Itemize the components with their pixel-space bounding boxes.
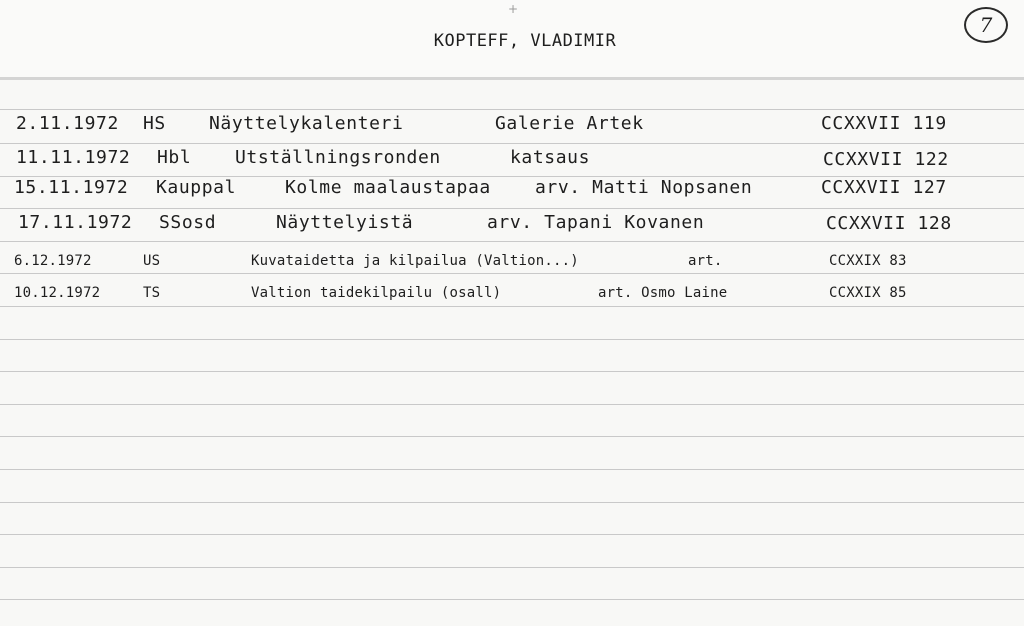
entry-date: 17.11.1972	[18, 212, 133, 233]
entry-date: 15.11.1972	[14, 177, 129, 198]
ruled-line	[0, 469, 1024, 470]
entry-note: arv. Matti Nopsanen	[535, 177, 753, 198]
ruled-line	[0, 306, 1024, 307]
ruled-line	[0, 599, 1024, 600]
ruled-line	[0, 339, 1024, 340]
entry-date: 6.12.1972	[14, 253, 92, 269]
entry-ref: CCXXIX 85	[829, 285, 907, 301]
ruled-line	[0, 371, 1024, 372]
entry-source: HS	[143, 113, 166, 134]
ruled-line	[0, 208, 1024, 209]
entry-title: Näyttelykalenteri	[209, 113, 404, 134]
entry-ref: CCXXVII 127	[821, 177, 947, 198]
entry-ref: CCXXVII 122	[823, 149, 949, 170]
entry-source: TS	[143, 285, 161, 301]
ruled-line	[0, 502, 1024, 503]
entry-note: art.	[688, 253, 723, 269]
ruled-line	[0, 567, 1024, 568]
entry-title: Valtion taidekilpailu (osall)	[251, 285, 502, 301]
card-number-circle: 7	[964, 7, 1008, 43]
ruled-line	[0, 241, 1024, 242]
entry-source: SSosd	[159, 212, 217, 233]
ruled-line	[0, 534, 1024, 535]
ruled-line	[0, 436, 1024, 437]
entry-ref: CCXXVII 119	[821, 113, 947, 134]
entry-title: Utställningsronden	[235, 147, 441, 168]
entry-date: 2.11.1972	[16, 113, 119, 134]
entry-ref: CCXXVII 128	[826, 213, 952, 234]
ruled-line	[0, 109, 1024, 110]
entry-source: Hbl	[157, 147, 192, 168]
header-divider	[0, 77, 1024, 80]
ruled-line	[0, 404, 1024, 405]
entry-title: Kuvataidetta ja kilpailua (Valtion...)	[251, 253, 579, 269]
ruled-line	[0, 143, 1024, 144]
card-title: KOPTEFF, VLADIMIR	[433, 31, 617, 51]
entry-note: arv. Tapani Kovanen	[487, 212, 705, 233]
entry-title: Näyttelyistä	[276, 212, 414, 233]
entry-note: art. Osmo Laine	[598, 285, 728, 301]
entry-source: Kauppal	[156, 177, 237, 198]
entry-date: 10.12.1972	[14, 285, 101, 301]
entry-ref: CCXXIX 83	[829, 253, 907, 269]
entry-note: katsaus	[510, 147, 591, 168]
punch-mark: +	[508, 2, 519, 16]
entry-note: Galerie Artek	[495, 113, 644, 134]
ruled-line	[0, 273, 1024, 274]
entry-date: 11.11.1972	[16, 147, 131, 168]
entry-title: Kolme maalaustapaa	[285, 177, 491, 198]
entry-source: US	[143, 253, 161, 269]
